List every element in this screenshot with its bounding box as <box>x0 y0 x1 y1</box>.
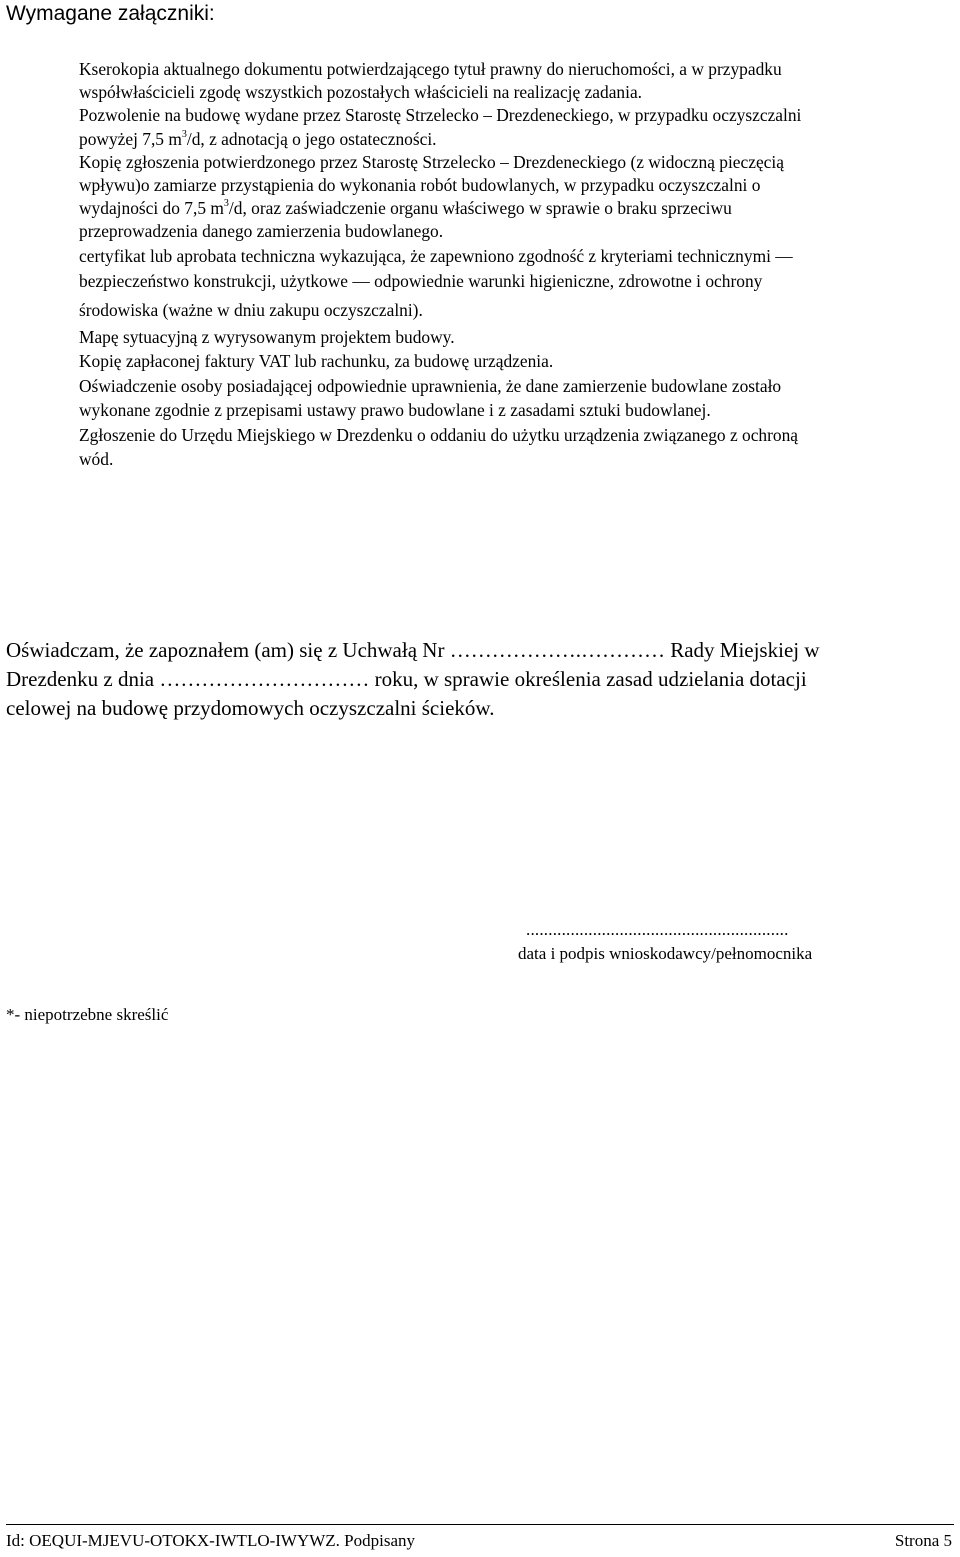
list-item <box>79 58 959 104</box>
item-text: powyżej 7,5 $m^3/d$, z adnotacją o jego ostateczności. <box>79 128 437 149</box>
footer-divider <box>6 1524 954 1525</box>
declaration-line: celowej na budowę przydomowych oczyszczalni ścieków. <box>6 696 495 720</box>
item-text: Oświadczenie osoby posiadającej odpowiednie uprawnienia, że dane zamierzenie budowlane zostało <box>79 375 782 396</box>
item-text: przeprowadzenia danego zamierzenia budowlanego. <box>79 221 444 242</box>
item-text: bezpieczeństwo konstrukcji, użytkowe — odpowiednie warunki higieniczne, zdrowotne i ochrony <box>79 271 763 292</box>
list-item <box>79 325 959 350</box>
item-text: Kopię zgłoszenia potwierdzonego przez Starostę Strzelecko – Drezdeneckiego (z widoczną pieczęcią <box>79 151 784 172</box>
item-text: Pozwolenie na budowę wydane przez Starostę Strzelecko – Drezdeneckiego, w przypadku oczyszczalni <box>79 105 802 126</box>
item-text: współwłaścicieli zgodę wszystkich pozostałych właścicieli na realizację zadania. <box>79 82 643 103</box>
item-text: środowiska (ważne w dniu zakupu oczyszczalni). <box>79 299 423 320</box>
section-heading: Wymagane załączniki: <box>6 2 215 25</box>
list-item <box>79 349 959 374</box>
list-item <box>79 104 959 150</box>
item-text: wód. <box>79 449 114 470</box>
item-text: wydajności do 7,5 $m^3/d$, oraz zaświadczenie organu właściwego w sprawie o braku sprzeciwu <box>79 198 732 219</box>
declaration-line: Drezdenku z dnia ………………………… roku, w sprawie określenia zasad udzielania dotacji <box>6 667 807 691</box>
item-text: wpływu)o zamiarze przystąpienia do wykonania robót budowlanych, w przypadku oczyszczalni o <box>79 175 761 196</box>
list-item <box>79 244 959 325</box>
item-text: Kserokopia aktualnego dokumentu potwierdzającego tytuł prawny do nieruchomości, a w przypadku <box>79 59 782 79</box>
item-text: Zgłoszenie do Urzędu Miejskiego w Drezdenku o oddaniu do użytku urządzenia związanego z ochroną <box>79 424 799 445</box>
item-text: certyfikat lub aprobata techniczna wykazująca, że zapewniono zgodność z kryteriami technicznymi — <box>79 245 793 266</box>
page-number: Strona 5 <box>894 1531 952 1550</box>
document-id: Id: OEQUI-MJEVU-OTOKX-IWTLO-IWYWZ. Podpisany <box>6 1531 416 1550</box>
item-text: Kopię zapłaconej faktury VAT lub rachunku, za budowę urządzenia. <box>79 351 554 372</box>
superscript: 3 <box>223 198 229 210</box>
declaration-line: Oświadczam, że zapoznałem (am) się z Uchwałą Nr ……………….………… Rady Miejskiej w <box>6 638 820 662</box>
superscript: 3 <box>181 128 187 140</box>
signature-label: data i podpis wnioskodawcy/pełnomocnika <box>518 944 813 963</box>
item-text: wykonane zgodnie z przepisami ustawy prawo budowlane i z zasadami sztuki budowlanej. <box>79 400 711 421</box>
item-text: Mapę sytuacyjną z wyrysowanym projektem budowy. <box>79 326 455 347</box>
footnote: *- niepotrzebne skreślić <box>6 1005 169 1024</box>
list-item <box>79 374 959 423</box>
declaration-paragraph <box>6 636 956 723</box>
list-item <box>79 423 959 472</box>
list-item <box>79 151 959 244</box>
attachments-list <box>79 58 959 472</box>
signature-line: ........................................................... <box>526 920 789 939</box>
